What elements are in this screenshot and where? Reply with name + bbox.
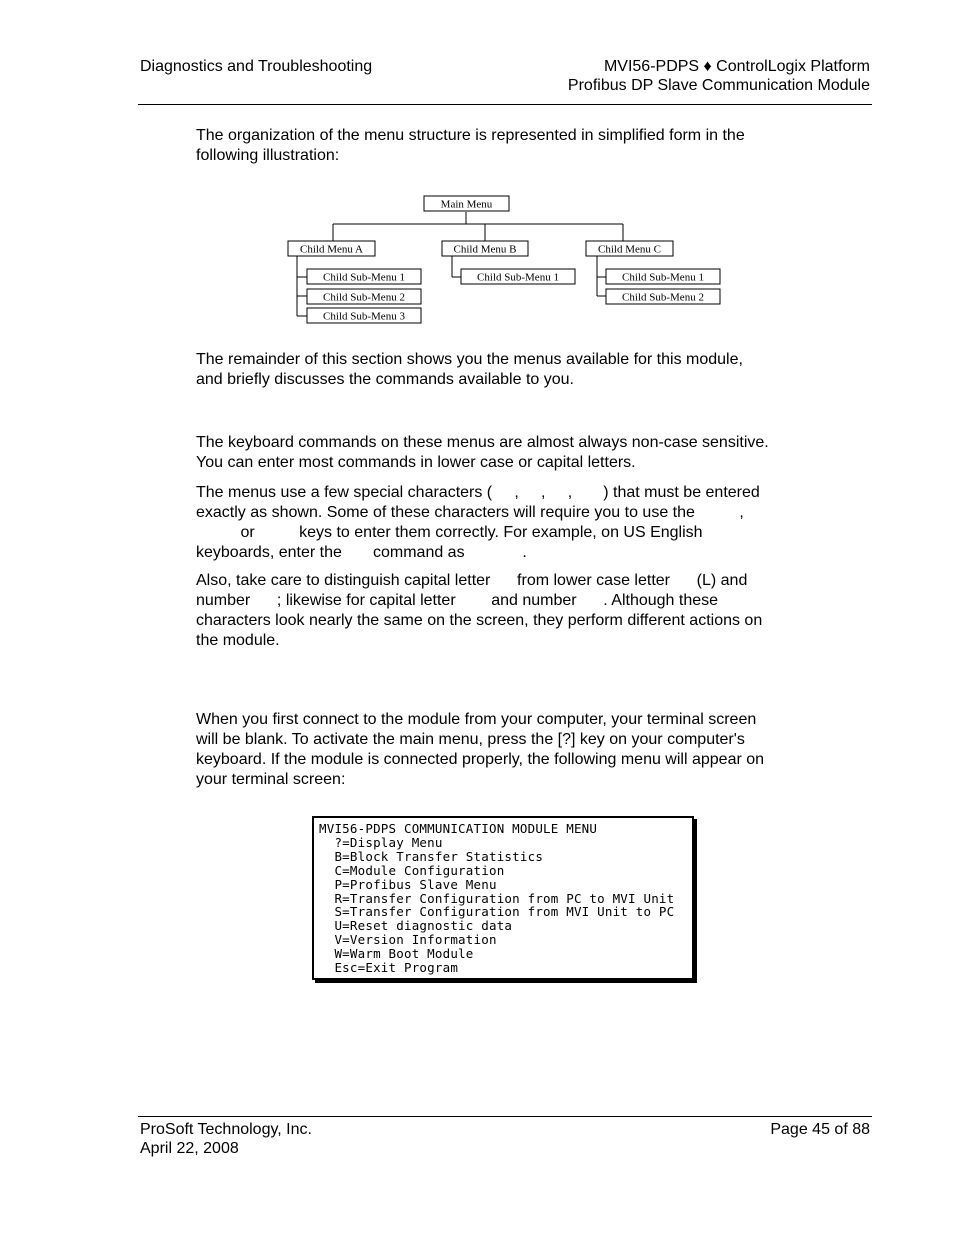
terminal-menu-title: MVI56-PDPS COMMUNICATION MODULE MENU [319,821,598,836]
child-menu-b-label: Child Menu B [453,243,517,256]
terminal-menu-item: R=Transfer Configuration from PC to MVI Unit [319,890,675,906]
connect-line-3: keyboard. If the module is connected properly, the following menu will appear on [196,751,765,768]
terminal-menu-item: W=Warm Boot Module [319,946,474,962]
keyboard-paragraph-3 [196,571,821,651]
terminal-menu-item: P=Profibus Slave Menu [319,876,497,892]
terminal-menu-screenshot [312,816,694,980]
header-product-title: MVI56-PDPS ♦ ControlLogix Platform [603,58,870,75]
terminal-menu-item: Esc=Exit Program [319,960,459,976]
footer-rule [138,1116,872,1117]
terminal-menu-item: C=Module Configuration [319,862,505,878]
a-sub-menu-2-label: Child Sub-Menu 2 [323,291,405,304]
keyboard-p2-line-1: The menus use a few special characters ( , , , ) that must be entered [196,484,760,501]
connect-line-1: When you first connect to the module from your computer, your terminal screen [196,711,757,728]
remainder-line-1: The remainder of this section shows you the menus available for this module, [196,351,743,368]
child-menu-a-label: Child Menu A [300,243,363,256]
connect-line-2: will be blank. To activate the main menu, press the [?] key on your computer's [196,731,745,748]
keyboard-p3-line-2: number ; likewise for capital letter and number . Although these [196,592,719,609]
a-sub-menu-1-label: Child Sub-Menu 1 [323,271,405,284]
b-sub-menu-1-label: Child Sub-Menu 1 [477,271,559,284]
terminal-menu-item: U=Reset diagnostic data [319,918,513,934]
remainder-line-2: and briefly discusses the commands available to you. [196,371,574,388]
footer-company: ProSoft Technology, Inc. [140,1121,312,1138]
keyboard-paragraph-2 [196,483,821,563]
connect-paragraph [196,710,821,790]
header-rule [138,104,872,105]
c-sub-menu-1-label: Child Sub-Menu 1 [622,271,704,284]
intro-paragraph [196,126,821,166]
footer-page-number: Page 45 of 88 [770,1121,870,1138]
c-sub-menu-2-label: Child Sub-Menu 2 [622,291,704,304]
connect-line-4: your terminal screen: [196,771,346,788]
main-menu-label: Main Menu [440,198,493,211]
terminal-menu-item: ?=Display Menu [319,834,443,850]
keyboard-p3-line-4: the module. [196,632,280,649]
keyboard-p1-line-2: You can enter most commands in lower case or capital letters. [196,454,636,471]
intro-line-2: following illustration: [196,147,340,164]
intro-line-1: The organization of the menu structure is represented in simplified form in the [196,127,745,144]
a-sub-menu-3-label: Child Sub-Menu 3 [323,310,405,323]
menu-structure-diagram [280,190,730,330]
keyboard-p3-line-1: Also, take care to distinguish capital letter from lower case letter (L) and [196,572,748,589]
footer-date: April 22, 2008 [140,1140,239,1157]
header-section-title: Diagnostics and Troubleshooting [140,58,373,75]
child-menu-c-label: Child Menu C [598,243,661,256]
terminal-menu-item: V=Version Information [319,932,497,948]
keyboard-p1-line-1: The keyboard commands on these menus are almost always non-case sensitive. [196,434,769,451]
keyboard-paragraph-1 [196,433,821,473]
keyboard-p3-line-3: characters look nearly the same on the screen, they perform different actions on [196,612,763,629]
terminal-menu-item: S=Transfer Configuration from MVI Unit to PC [319,904,675,920]
keyboard-p2-line-2: exactly as shown. Some of these characters will require you to use the , [196,504,744,521]
header-product-subtitle: Profibus DP Slave Communication Module [567,77,870,94]
keyboard-p2-line-3: or keys to enter them correctly. For example, on US English [196,524,703,541]
remainder-paragraph [196,350,821,390]
keyboard-p2-line-4: keyboards, enter the command as . [196,544,527,561]
terminal-menu-item: B=Block Transfer Statistics [319,848,544,864]
